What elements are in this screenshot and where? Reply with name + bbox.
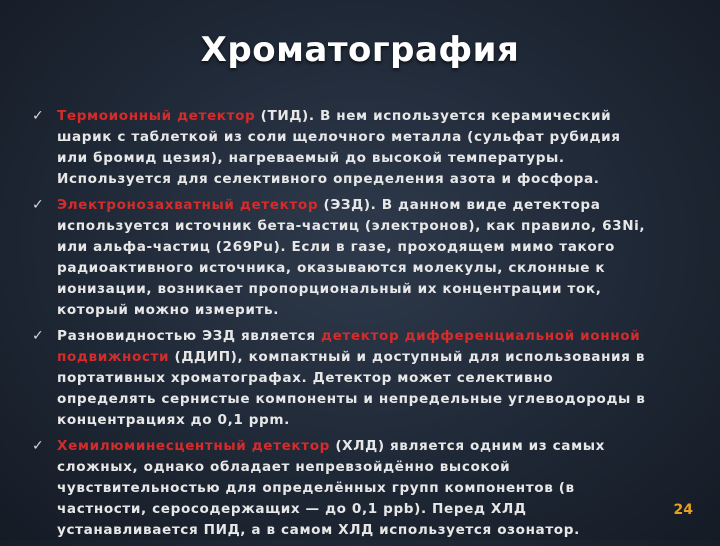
bullet-item-ezd: [32, 195, 654, 321]
page-number: 24: [673, 502, 693, 518]
bullet-list: [32, 106, 654, 546]
bullet-text: (ДДИП), компактный и доступный для использования в портативных хроматографах. Детектор может селективно определять сернистые компоненты и непредельные углеводороды в концентрациях до 0,1 ppm.: [57, 349, 646, 428]
checkmark-icon: ✓: [32, 438, 45, 454]
bullet-item-tid: [32, 106, 654, 190]
bullet-item-ddip: [32, 326, 654, 431]
slide-title: Хроматография: [200, 30, 520, 70]
highlight-term: детектор дифференциальной ионной подвижности: [57, 328, 641, 365]
bullet-prefix: Разновидностью ЭЗД является: [57, 328, 321, 344]
checkmark-icon: ✓: [32, 197, 45, 213]
highlight-term: Хемилюминесцентный детектор: [57, 438, 330, 454]
bullet-text: (ХЛД) является одним из самых сложных, однако обладает непревзойдённо высокой чувствительностью для определённых групп компонентов (в частности, серосодержащих — до 0,1 ppb). Перед ХЛД устанавливается ПИД, а в самом ХЛД используется озонатор.: [57, 438, 606, 538]
checkmark-icon: ✓: [32, 328, 45, 344]
highlight-term: Термоионный детектор: [57, 108, 256, 124]
bullet-item-hld: [32, 436, 654, 541]
bullet-text: (ЭЗД). В данном виде детектора используется источник бета-частиц (электронов), как правило, 63Ni, или альфа-частиц (269Pu). Если в газе, проходящем мимо такого радиоактивного источника, оказываются молекулы, склонные к ионизации, возникает пропорциональный их концентрации ток, который можно измерить.: [57, 197, 646, 318]
checkmark-icon: ✓: [32, 108, 45, 124]
highlight-term: Электронозахватный детектор: [57, 197, 319, 213]
bullet-text: (ТИД). В нем используется керамический шарик с таблеткой из соли щелочного металла (сульфат рубидия или бромид цезия), нагреваемый до высокой температуры. Используется для селективного определения азота и фосфора.: [57, 108, 621, 187]
